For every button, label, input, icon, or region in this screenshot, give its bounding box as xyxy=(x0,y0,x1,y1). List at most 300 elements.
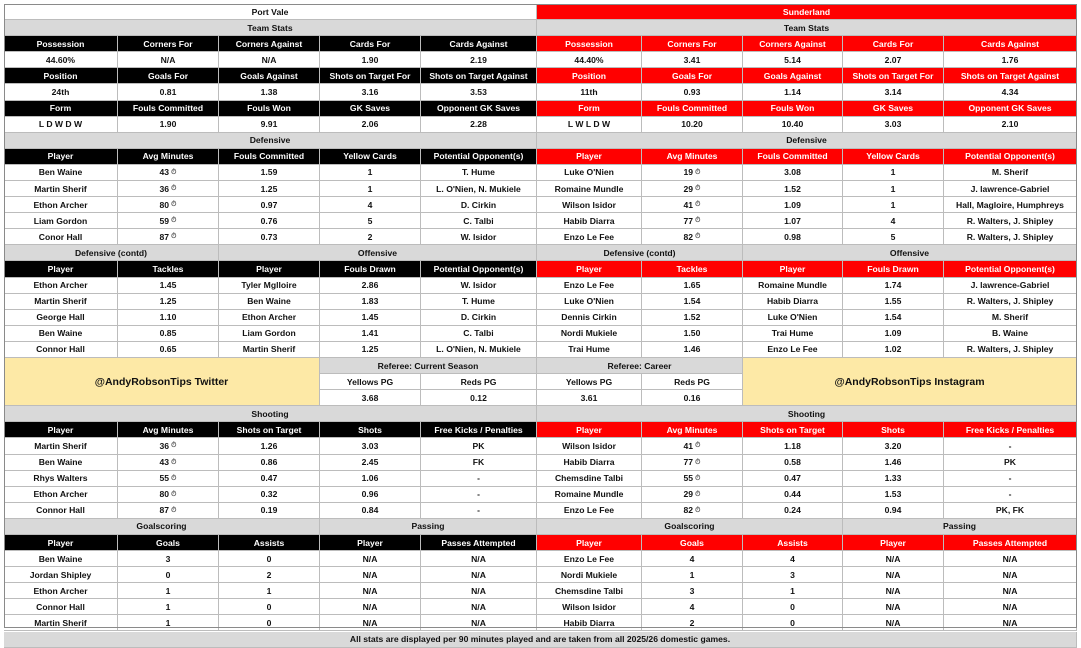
home-defensive-cell[interactable] xyxy=(118,181,219,197)
home-shooting-cell[interactable] xyxy=(118,438,219,454)
away-defensive-contd-cell[interactable] xyxy=(642,342,743,358)
home-offensive-cell[interactable] xyxy=(421,278,537,294)
away-goalscoring-cell[interactable] xyxy=(743,615,843,631)
away-shooting-cell[interactable] xyxy=(642,438,743,454)
away-defensive-cell[interactable] xyxy=(642,197,743,213)
home-shooting-cell[interactable] xyxy=(118,455,219,471)
home-passing-cell[interactable] xyxy=(421,599,537,615)
away-defensive-cell[interactable] xyxy=(743,181,843,197)
home-passing-cell[interactable] xyxy=(320,567,421,583)
home-defensive-cell[interactable] xyxy=(4,213,118,229)
home-defensive-contd-cell[interactable] xyxy=(4,310,118,326)
away-team-stat-header[interactable] xyxy=(743,101,843,117)
away-offensive-cell[interactable] xyxy=(743,294,843,310)
home-defensive-header[interactable] xyxy=(320,149,421,165)
away-team-stat-value[interactable] xyxy=(743,52,843,68)
home-defensive-contd-cell[interactable] xyxy=(118,342,219,358)
home-goalscoring-cell[interactable] xyxy=(118,567,219,583)
home-shooting-header[interactable] xyxy=(4,422,118,438)
home-defensive-title[interactable] xyxy=(4,133,537,149)
home-offensive-cell[interactable] xyxy=(320,326,421,342)
home-defensive-cell[interactable] xyxy=(219,213,320,229)
away-shooting-title[interactable] xyxy=(537,406,1077,422)
home-shooting-title[interactable] xyxy=(4,406,537,422)
away-defensive-contd-header[interactable] xyxy=(642,261,743,277)
away-team-stat-header[interactable] xyxy=(743,36,843,52)
home-defensive-cell[interactable] xyxy=(118,213,219,229)
away-team-stat-value[interactable] xyxy=(843,84,944,100)
away-defensive-cell[interactable] xyxy=(537,229,642,245)
home-offensive-cell[interactable] xyxy=(421,310,537,326)
home-passing-cell[interactable] xyxy=(421,551,537,567)
away-offensive-cell[interactable] xyxy=(944,278,1077,294)
home-defensive-contd-cell[interactable] xyxy=(4,278,118,294)
away-shooting-header[interactable] xyxy=(843,422,944,438)
home-defensive-cell[interactable] xyxy=(421,229,537,245)
home-shooting-header[interactable] xyxy=(219,422,320,438)
home-team-stat-header[interactable] xyxy=(421,36,537,52)
home-offensive-cell[interactable] xyxy=(219,294,320,310)
away-offensive-cell[interactable] xyxy=(843,310,944,326)
home-offensive-cell[interactable] xyxy=(421,342,537,358)
away-offensive-cell[interactable] xyxy=(743,278,843,294)
home-team-stat-value[interactable] xyxy=(4,84,118,100)
away-shooting-cell[interactable] xyxy=(642,455,743,471)
home-defensive-header[interactable] xyxy=(118,149,219,165)
away-offensive-cell[interactable] xyxy=(843,326,944,342)
home-shooting-cell[interactable] xyxy=(421,455,537,471)
home-shooting-cell[interactable] xyxy=(219,503,320,519)
home-offensive-header[interactable] xyxy=(219,261,320,277)
away-goalscoring-header[interactable] xyxy=(743,535,843,551)
away-passing-cell[interactable] xyxy=(843,583,944,599)
away-defensive-cell[interactable] xyxy=(743,197,843,213)
home-offensive-cell[interactable] xyxy=(320,310,421,326)
home-offensive-cell[interactable] xyxy=(320,278,421,294)
home-shooting-header[interactable] xyxy=(320,422,421,438)
home-defensive-contd-cell[interactable] xyxy=(4,294,118,310)
home-goalscoring-cell[interactable] xyxy=(219,583,320,599)
home-team-stat-header[interactable] xyxy=(219,68,320,84)
home-team-stat-value[interactable] xyxy=(421,84,537,100)
home-goalscoring-cell[interactable] xyxy=(118,551,219,567)
away-offensive-cell[interactable] xyxy=(743,326,843,342)
home-defensive-cell[interactable] xyxy=(320,181,421,197)
away-passing-cell[interactable] xyxy=(843,615,944,631)
away-offensive-title[interactable] xyxy=(743,245,1077,261)
home-defensive-cell[interactable] xyxy=(4,165,118,181)
away-goalscoring-cell[interactable] xyxy=(537,583,642,599)
away-shooting-cell[interactable] xyxy=(843,438,944,454)
away-defensive-title[interactable] xyxy=(537,133,1077,149)
away-team-stat-header[interactable] xyxy=(537,36,642,52)
home-defensive-cell[interactable] xyxy=(4,197,118,213)
away-passing-header[interactable] xyxy=(843,535,944,551)
away-goalscoring-cell[interactable] xyxy=(537,551,642,567)
away-shooting-cell[interactable] xyxy=(843,487,944,503)
away-team-stat-value[interactable] xyxy=(944,52,1077,68)
home-shooting-cell[interactable] xyxy=(320,471,421,487)
home-offensive-cell[interactable] xyxy=(219,326,320,342)
home-defensive-cell[interactable] xyxy=(4,229,118,245)
away-team-stat-header[interactable] xyxy=(944,36,1077,52)
away-goalscoring-cell[interactable] xyxy=(743,567,843,583)
home-goalscoring-cell[interactable] xyxy=(118,583,219,599)
home-offensive-header[interactable] xyxy=(421,261,537,277)
away-defensive-header[interactable] xyxy=(537,149,642,165)
home-shooting-cell[interactable] xyxy=(219,487,320,503)
footer-note[interactable] xyxy=(4,632,1077,648)
away-goalscoring-cell[interactable] xyxy=(642,551,743,567)
home-team-stat-header[interactable] xyxy=(219,101,320,117)
home-defensive-cell[interactable] xyxy=(219,165,320,181)
away-defensive-cell[interactable] xyxy=(944,213,1077,229)
home-team-stat-value[interactable] xyxy=(219,84,320,100)
home-defensive-cell[interactable] xyxy=(320,197,421,213)
away-offensive-header[interactable] xyxy=(944,261,1077,277)
away-team-title[interactable] xyxy=(537,4,1077,20)
home-offensive-title[interactable] xyxy=(219,245,537,261)
home-team-title[interactable] xyxy=(4,4,537,20)
away-offensive-cell[interactable] xyxy=(843,278,944,294)
away-team-stats-title[interactable] xyxy=(537,20,1077,36)
away-defensive-cell[interactable] xyxy=(537,165,642,181)
referee-current-yellows[interactable] xyxy=(320,390,421,406)
home-goalscoring-cell[interactable] xyxy=(219,551,320,567)
away-shooting-header[interactable] xyxy=(944,422,1077,438)
home-offensive-cell[interactable] xyxy=(219,278,320,294)
away-passing-cell[interactable] xyxy=(944,583,1077,599)
home-shooting-header[interactable] xyxy=(421,422,537,438)
home-goalscoring-cell[interactable] xyxy=(4,599,118,615)
home-defensive-cell[interactable] xyxy=(219,197,320,213)
away-goalscoring-cell[interactable] xyxy=(743,583,843,599)
referee-career-yellows[interactable] xyxy=(537,390,642,406)
home-goalscoring-header[interactable] xyxy=(219,535,320,551)
away-defensive-contd-header[interactable] xyxy=(537,261,642,277)
away-offensive-cell[interactable] xyxy=(743,342,843,358)
away-shooting-cell[interactable] xyxy=(843,471,944,487)
away-shooting-cell[interactable] xyxy=(743,503,843,519)
home-shooting-cell[interactable] xyxy=(320,455,421,471)
away-defensive-header[interactable] xyxy=(944,149,1077,165)
away-defensive-cell[interactable] xyxy=(537,197,642,213)
home-team-stat-header[interactable] xyxy=(421,68,537,84)
home-passing-cell[interactable] xyxy=(421,583,537,599)
away-defensive-cell[interactable] xyxy=(642,181,743,197)
away-offensive-header[interactable] xyxy=(743,261,843,277)
home-passing-header[interactable] xyxy=(320,535,421,551)
away-shooting-header[interactable] xyxy=(642,422,743,438)
away-shooting-cell[interactable] xyxy=(944,438,1077,454)
away-offensive-cell[interactable] xyxy=(743,310,843,326)
away-team-stat-value[interactable] xyxy=(642,117,743,133)
home-shooting-cell[interactable] xyxy=(4,455,118,471)
away-goalscoring-cell[interactable] xyxy=(642,615,743,631)
home-team-stats-title[interactable] xyxy=(4,20,537,36)
away-defensive-cell[interactable] xyxy=(743,213,843,229)
away-offensive-cell[interactable] xyxy=(843,294,944,310)
away-defensive-cell[interactable] xyxy=(537,181,642,197)
home-defensive-contd-cell[interactable] xyxy=(4,326,118,342)
home-defensive-cell[interactable] xyxy=(320,213,421,229)
away-team-stat-header[interactable] xyxy=(537,68,642,84)
away-defensive-cell[interactable] xyxy=(944,197,1077,213)
home-passing-cell[interactable] xyxy=(320,583,421,599)
home-offensive-cell[interactable] xyxy=(421,326,537,342)
home-team-stat-header[interactable] xyxy=(320,36,421,52)
home-passing-cell[interactable] xyxy=(421,615,537,631)
away-goalscoring-header[interactable] xyxy=(642,535,743,551)
away-team-stat-value[interactable] xyxy=(642,84,743,100)
away-passing-cell[interactable] xyxy=(944,615,1077,631)
home-defensive-contd-cell[interactable] xyxy=(118,294,219,310)
home-defensive-contd-cell[interactable] xyxy=(118,326,219,342)
away-shooting-cell[interactable] xyxy=(944,455,1077,471)
home-defensive-cell[interactable] xyxy=(118,229,219,245)
home-passing-cell[interactable] xyxy=(320,551,421,567)
away-team-stat-header[interactable] xyxy=(642,36,743,52)
away-shooting-cell[interactable] xyxy=(642,471,743,487)
away-defensive-cell[interactable] xyxy=(743,165,843,181)
away-shooting-cell[interactable] xyxy=(537,455,642,471)
home-team-stat-value[interactable] xyxy=(421,117,537,133)
home-goalscoring-cell[interactable] xyxy=(4,551,118,567)
home-defensive-cell[interactable] xyxy=(421,181,537,197)
away-defensive-contd-cell[interactable] xyxy=(642,326,743,342)
home-goalscoring-cell[interactable] xyxy=(4,567,118,583)
home-passing-title[interactable] xyxy=(320,519,537,535)
referee-career-title[interactable] xyxy=(537,358,743,374)
away-shooting-cell[interactable] xyxy=(743,455,843,471)
home-offensive-cell[interactable] xyxy=(320,294,421,310)
home-goalscoring-cell[interactable] xyxy=(219,615,320,631)
home-defensive-cell[interactable] xyxy=(118,165,219,181)
away-shooting-cell[interactable] xyxy=(743,438,843,454)
away-team-stat-header[interactable] xyxy=(642,101,743,117)
home-defensive-cell[interactable] xyxy=(118,197,219,213)
away-defensive-contd-cell[interactable] xyxy=(642,294,743,310)
home-defensive-cell[interactable] xyxy=(421,213,537,229)
home-defensive-contd-cell[interactable] xyxy=(118,278,219,294)
away-shooting-cell[interactable] xyxy=(944,503,1077,519)
away-passing-cell[interactable] xyxy=(944,567,1077,583)
away-defensive-contd-cell[interactable] xyxy=(537,326,642,342)
referee-current-title[interactable] xyxy=(320,358,537,374)
away-team-stat-header[interactable] xyxy=(944,101,1077,117)
away-defensive-contd-cell[interactable] xyxy=(537,294,642,310)
home-team-stat-value[interactable] xyxy=(320,84,421,100)
away-team-stat-value[interactable] xyxy=(843,117,944,133)
away-team-stat-header[interactable] xyxy=(743,68,843,84)
home-team-stat-header[interactable] xyxy=(219,36,320,52)
away-defensive-cell[interactable] xyxy=(843,197,944,213)
home-offensive-header[interactable] xyxy=(320,261,421,277)
away-shooting-cell[interactable] xyxy=(944,471,1077,487)
away-team-stat-header[interactable] xyxy=(944,68,1077,84)
home-defensive-cell[interactable] xyxy=(4,181,118,197)
home-offensive-cell[interactable] xyxy=(219,310,320,326)
away-shooting-cell[interactable] xyxy=(642,503,743,519)
home-offensive-cell[interactable] xyxy=(320,342,421,358)
home-goalscoring-cell[interactable] xyxy=(219,567,320,583)
away-defensive-contd-cell[interactable] xyxy=(537,310,642,326)
away-defensive-contd-cell[interactable] xyxy=(537,278,642,294)
home-defensive-header[interactable] xyxy=(219,149,320,165)
home-team-stat-header[interactable] xyxy=(118,68,219,84)
away-goalscoring-cell[interactable] xyxy=(642,567,743,583)
home-team-stat-value[interactable] xyxy=(320,117,421,133)
home-team-stat-value[interactable] xyxy=(4,52,118,68)
away-goalscoring-cell[interactable] xyxy=(537,599,642,615)
away-passing-cell[interactable] xyxy=(843,567,944,583)
home-team-stat-value[interactable] xyxy=(219,117,320,133)
referee-career-reds[interactable] xyxy=(642,390,743,406)
home-shooting-cell[interactable] xyxy=(320,503,421,519)
away-team-stat-value[interactable] xyxy=(944,117,1077,133)
away-goalscoring-cell[interactable] xyxy=(642,583,743,599)
home-offensive-cell[interactable] xyxy=(219,342,320,358)
away-team-stat-header[interactable] xyxy=(537,101,642,117)
home-defensive-cell[interactable] xyxy=(421,165,537,181)
away-passing-cell[interactable] xyxy=(843,599,944,615)
away-offensive-cell[interactable] xyxy=(944,310,1077,326)
home-shooting-cell[interactable] xyxy=(4,503,118,519)
home-goalscoring-cell[interactable] xyxy=(4,615,118,631)
home-team-stat-header[interactable] xyxy=(118,36,219,52)
away-team-stat-value[interactable] xyxy=(944,84,1077,100)
away-defensive-cell[interactable] xyxy=(642,165,743,181)
away-defensive-cell[interactable] xyxy=(843,213,944,229)
home-shooting-cell[interactable] xyxy=(4,471,118,487)
away-defensive-header[interactable] xyxy=(843,149,944,165)
away-passing-cell[interactable] xyxy=(944,551,1077,567)
home-goalscoring-header[interactable] xyxy=(118,535,219,551)
referee-current-header[interactable] xyxy=(421,374,537,390)
away-passing-header[interactable] xyxy=(944,535,1077,551)
home-team-stat-header[interactable] xyxy=(421,101,537,117)
home-goalscoring-cell[interactable] xyxy=(118,615,219,631)
away-shooting-header[interactable] xyxy=(537,422,642,438)
away-defensive-contd-cell[interactable] xyxy=(537,342,642,358)
home-shooting-cell[interactable] xyxy=(4,438,118,454)
away-offensive-header[interactable] xyxy=(843,261,944,277)
referee-current-header[interactable] xyxy=(320,374,421,390)
home-defensive-cell[interactable] xyxy=(320,229,421,245)
away-team-stat-value[interactable] xyxy=(537,84,642,100)
home-defensive-cell[interactable] xyxy=(219,229,320,245)
away-team-stat-value[interactable] xyxy=(843,52,944,68)
home-goalscoring-header[interactable] xyxy=(4,535,118,551)
home-shooting-cell[interactable] xyxy=(320,438,421,454)
away-defensive-cell[interactable] xyxy=(642,229,743,245)
home-offensive-cell[interactable] xyxy=(421,294,537,310)
away-shooting-cell[interactable] xyxy=(537,471,642,487)
home-team-stat-value[interactable] xyxy=(118,84,219,100)
away-goalscoring-cell[interactable] xyxy=(537,615,642,631)
home-defensive-contd-title[interactable] xyxy=(4,245,219,261)
away-defensive-contd-title[interactable] xyxy=(537,245,743,261)
home-defensive-contd-header[interactable] xyxy=(4,261,118,277)
home-team-stat-value[interactable] xyxy=(421,52,537,68)
home-team-stat-value[interactable] xyxy=(118,52,219,68)
away-team-stat-value[interactable] xyxy=(537,52,642,68)
home-shooting-cell[interactable] xyxy=(421,503,537,519)
away-team-stat-value[interactable] xyxy=(743,117,843,133)
home-defensive-cell[interactable] xyxy=(421,197,537,213)
away-defensive-cell[interactable] xyxy=(944,229,1077,245)
away-offensive-cell[interactable] xyxy=(944,326,1077,342)
away-team-stat-value[interactable] xyxy=(642,52,743,68)
home-shooting-cell[interactable] xyxy=(219,471,320,487)
away-team-stat-value[interactable] xyxy=(537,117,642,133)
referee-career-header[interactable] xyxy=(537,374,642,390)
home-defensive-header[interactable] xyxy=(4,149,118,165)
home-defensive-contd-cell[interactable] xyxy=(4,342,118,358)
home-defensive-contd-header[interactable] xyxy=(118,261,219,277)
away-defensive-contd-cell[interactable] xyxy=(642,278,743,294)
home-team-stat-header[interactable] xyxy=(4,68,118,84)
home-team-stat-header[interactable] xyxy=(320,68,421,84)
home-shooting-cell[interactable] xyxy=(421,471,537,487)
away-team-stat-header[interactable] xyxy=(843,68,944,84)
away-offensive-cell[interactable] xyxy=(843,342,944,358)
home-defensive-cell[interactable] xyxy=(219,181,320,197)
home-shooting-cell[interactable] xyxy=(4,487,118,503)
away-goalscoring-cell[interactable] xyxy=(743,551,843,567)
away-passing-cell[interactable] xyxy=(944,599,1077,615)
away-shooting-cell[interactable] xyxy=(743,487,843,503)
home-team-stat-value[interactable] xyxy=(320,52,421,68)
home-passing-cell[interactable] xyxy=(421,567,537,583)
away-shooting-cell[interactable] xyxy=(537,438,642,454)
away-shooting-cell[interactable] xyxy=(537,487,642,503)
home-goalscoring-title[interactable] xyxy=(4,519,320,535)
away-shooting-cell[interactable] xyxy=(743,471,843,487)
home-team-stat-header[interactable] xyxy=(118,101,219,117)
away-defensive-cell[interactable] xyxy=(843,165,944,181)
away-defensive-cell[interactable] xyxy=(537,213,642,229)
referee-career-header[interactable] xyxy=(642,374,743,390)
away-goalscoring-cell[interactable] xyxy=(743,599,843,615)
away-shooting-header[interactable] xyxy=(743,422,843,438)
instagram-promo[interactable] xyxy=(743,358,1077,406)
away-shooting-cell[interactable] xyxy=(843,455,944,471)
away-passing-cell[interactable] xyxy=(843,551,944,567)
home-shooting-cell[interactable] xyxy=(320,487,421,503)
referee-current-reds[interactable] xyxy=(421,390,537,406)
home-passing-header[interactable] xyxy=(421,535,537,551)
home-shooting-cell[interactable] xyxy=(118,487,219,503)
twitter-promo[interactable] xyxy=(4,358,320,406)
home-goalscoring-cell[interactable] xyxy=(118,599,219,615)
home-defensive-contd-cell[interactable] xyxy=(118,310,219,326)
home-defensive-header[interactable] xyxy=(421,149,537,165)
home-shooting-cell[interactable] xyxy=(118,471,219,487)
home-team-stat-header[interactable] xyxy=(4,36,118,52)
home-passing-cell[interactable] xyxy=(320,615,421,631)
away-defensive-header[interactable] xyxy=(642,149,743,165)
home-shooting-header[interactable] xyxy=(118,422,219,438)
home-shooting-cell[interactable] xyxy=(219,455,320,471)
home-shooting-cell[interactable] xyxy=(421,438,537,454)
home-shooting-cell[interactable] xyxy=(219,438,320,454)
away-defensive-cell[interactable] xyxy=(743,229,843,245)
away-passing-title[interactable] xyxy=(843,519,1077,535)
away-goalscoring-header[interactable] xyxy=(537,535,642,551)
home-team-stat-value[interactable] xyxy=(4,117,118,133)
home-team-stat-value[interactable] xyxy=(118,117,219,133)
